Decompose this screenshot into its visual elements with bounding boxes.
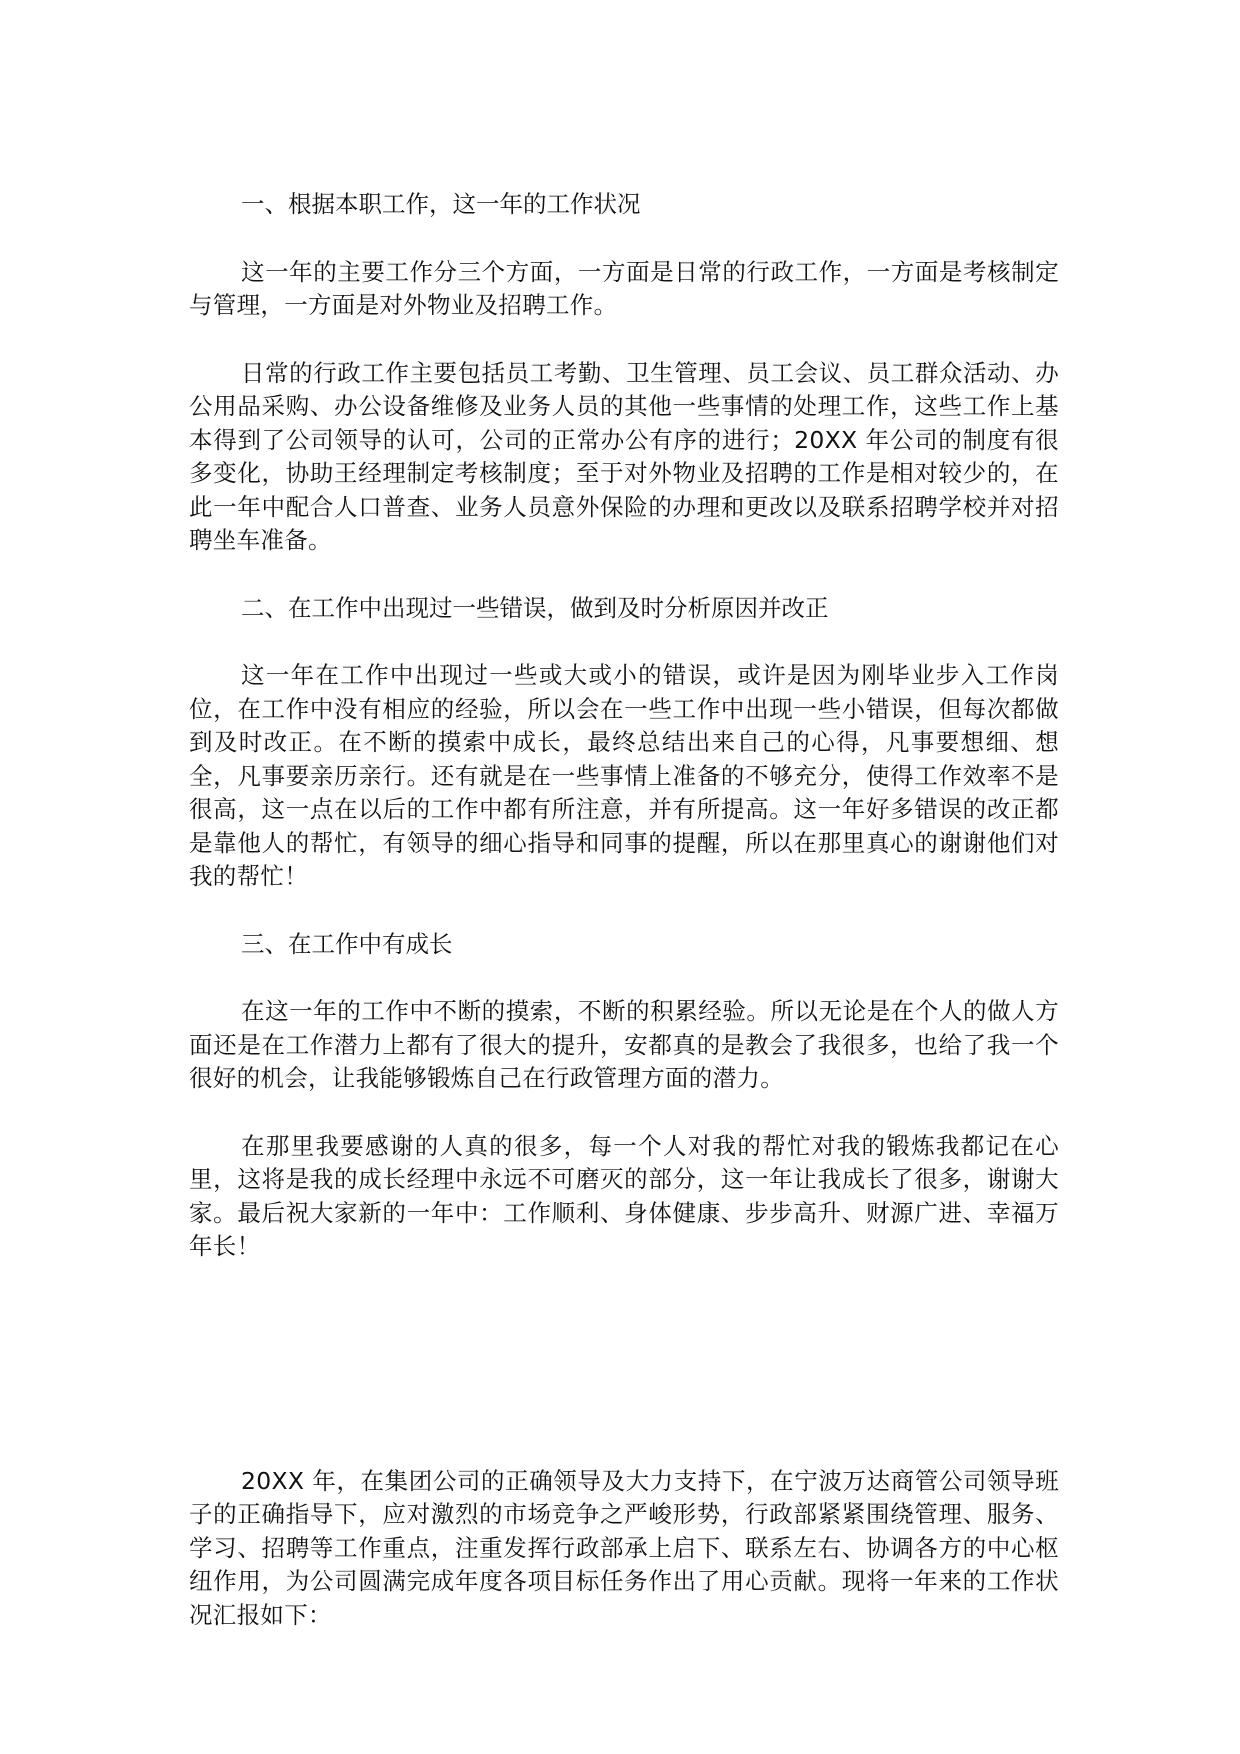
spacer	[189, 894, 1059, 928]
spacer	[189, 323, 1059, 357]
paragraph-annual-report-intro: 20XX 年，在集团公司的正确领导及大力支持下，在宁波万达商管公司领导班子的正确指导下，应对激烈的市场竞争之严峻形势，行政部紧紧围绕管理、服务、学习、招聘等工作重点，注重发挥行政部承上启下、联系左右、协调各方的中心枢纽作用，为公司圆满完成年度各项目标任务作出了用心贡献。现将一年来的工作状况汇报如下：	[189, 1466, 1059, 1629]
spacer	[189, 222, 1059, 256]
paragraph-thanks: 在那里我要感谢的人真的很多，每一个人对我的帮忙对我的锻炼我都记在心里，这将是我的成长经理中永远不可磨灭的部分，这一年让我成长了很多，谢谢大家。最后祝大家新的一年中：工作顺利、身体健康、步步高升、财源广进、幸福万年长！	[189, 1131, 1059, 1260]
paragraph-daily-admin: 日常的行政工作主要包括员工考勤、卫生管理、员工会议、员工群众活动、办公用品采购、办公设备维修及业务人员的其他一些事情的处理工作，这些工作上基本得到了公司领导的认可，公司的正常办公有序的进行；20XX 年公司的制度有很多变化，协助王经理制定考核制度；至于对外物业及招聘的工作是相对较少的，在此一年中配合人口普查、业务人员意外保险的办理和更改以及联系招聘学校并对招聘坐车准备。	[189, 358, 1059, 554]
section-heading-3: 三、在工作中有成长	[241, 929, 453, 958]
spacer	[189, 1264, 1059, 1465]
paragraph-mistakes: 这一年在工作中出现过一些或大或小的错误，或许是因为刚毕业步入工作岗位，在工作中没有相应的经验，所以会在一些工作中出现一些小错误，但每次都做到及时改正。在不断的摸索中成长，最终总结出来自己的心得，凡事要想细、想全，凡事要亲历亲行。还有就是在一些事情上准备的不够充分，使得工作效率不是很高，这一点在以后的工作中都有所注意，并有所提高。这一年好多错误的改正都是靠他人的帮忙，有领导的细心指导和同事的提醒，所以在那里真心的谢谢他们对我的帮忙！	[189, 661, 1059, 890]
section-heading-2: 二、在工作中出现过一些错误，做到及时分析原因并改正	[241, 593, 829, 622]
spacer	[189, 961, 1059, 995]
section-heading-1: 一、根据本职工作，这一年的工作状况	[241, 190, 641, 218]
paragraph-growth: 在这一年的工作中不断的摸索，不断的积累经验。所以无论是在个人的做人方面还是在工作潜力上都有了很大的提升，安都真的是教会了我很多，也给了我一个很好的机会，让我能够锻炼自己在行政管理方面的潜力。	[189, 997, 1059, 1092]
paragraph-work-overview: 这一年的主要工作分三个方面，一方面是日常的行政工作，一方面是考核制定与管理，一方面是对外物业及招聘工作。	[189, 257, 1059, 319]
document-page	[189, 188, 1059, 1632]
spacer	[189, 625, 1059, 659]
spacer	[189, 558, 1059, 592]
spacer	[189, 1096, 1059, 1130]
